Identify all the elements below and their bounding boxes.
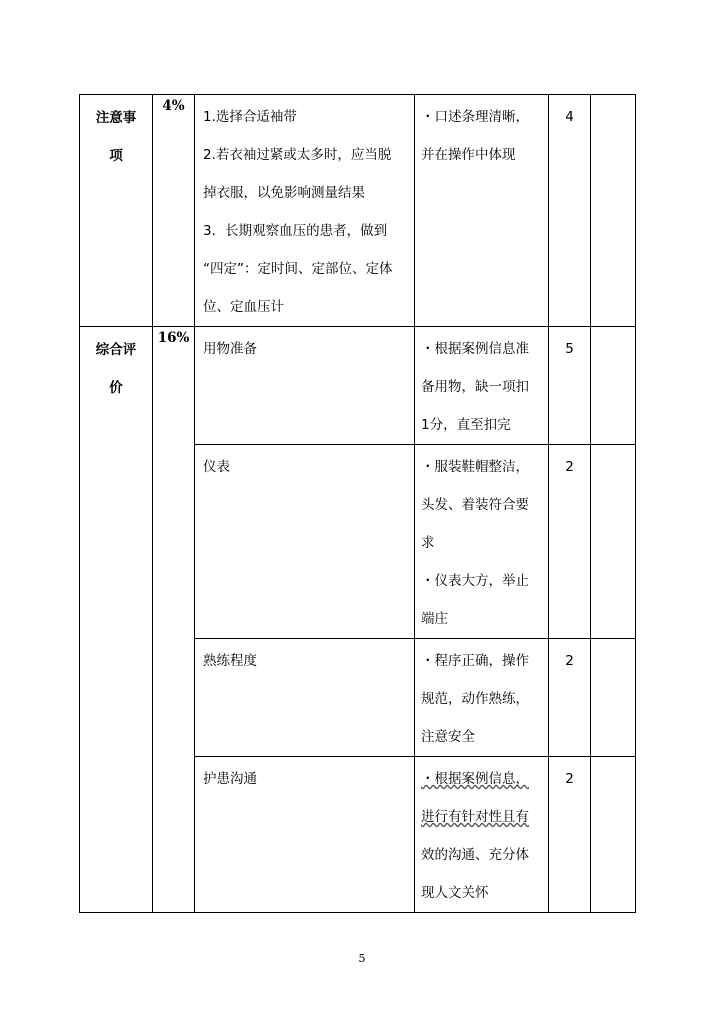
table-row bbox=[80, 327, 636, 445]
blank-cell bbox=[591, 95, 636, 327]
blank-cell bbox=[591, 757, 636, 913]
scoring-table bbox=[79, 94, 636, 913]
percent-cell: 16% bbox=[153, 327, 195, 913]
page-number: 5 bbox=[358, 952, 366, 965]
score-cell: 2 bbox=[549, 639, 591, 757]
blank-cell bbox=[591, 327, 636, 445]
criteria-cell: ・服装鞋帽整洁， 头发、着装符合要 求 ・仪表大方，举止 端庄 bbox=[415, 445, 549, 639]
criteria-cell: ・根据案例信息准 备用物，缺一项扣 1分，直至扣完 bbox=[415, 327, 549, 445]
percent-cell: 4% bbox=[153, 95, 195, 327]
criteria-cell: ・口述条理清晰， 并在操作中体现 bbox=[415, 95, 549, 327]
table-row bbox=[80, 95, 636, 327]
content-cell: 1.选择合适袖带 2.若衣袖过紧或太多时，应当脱 掉衣服，以免影响测量结果 3．长期观察血压的患者，做到 “四定”：定时间、定部位、定体 位、定血压计 bbox=[195, 95, 415, 327]
content-cell: 护患沟通 bbox=[195, 757, 415, 913]
score-cell: 4 bbox=[549, 95, 591, 327]
blank-cell bbox=[591, 639, 636, 757]
category-cell: 注意事 项 bbox=[80, 95, 153, 327]
criteria-cell: ・根据案例信息， 进行有针对性且有 效的沟通、充分体 现人文关怀 bbox=[415, 757, 549, 913]
content-cell: 仪表 bbox=[195, 445, 415, 639]
content-cell: 熟练程度 bbox=[195, 639, 415, 757]
score-cell: 2 bbox=[549, 445, 591, 639]
category-cell: 综合评 价 bbox=[80, 327, 153, 913]
blank-cell bbox=[591, 445, 636, 639]
score-cell: 2 bbox=[549, 757, 591, 913]
content-cell: 用物准备 bbox=[195, 327, 415, 445]
score-cell: 5 bbox=[549, 327, 591, 445]
criteria-cell: ・程序正确，操作 规范，动作熟练， 注意安全 bbox=[415, 639, 549, 757]
